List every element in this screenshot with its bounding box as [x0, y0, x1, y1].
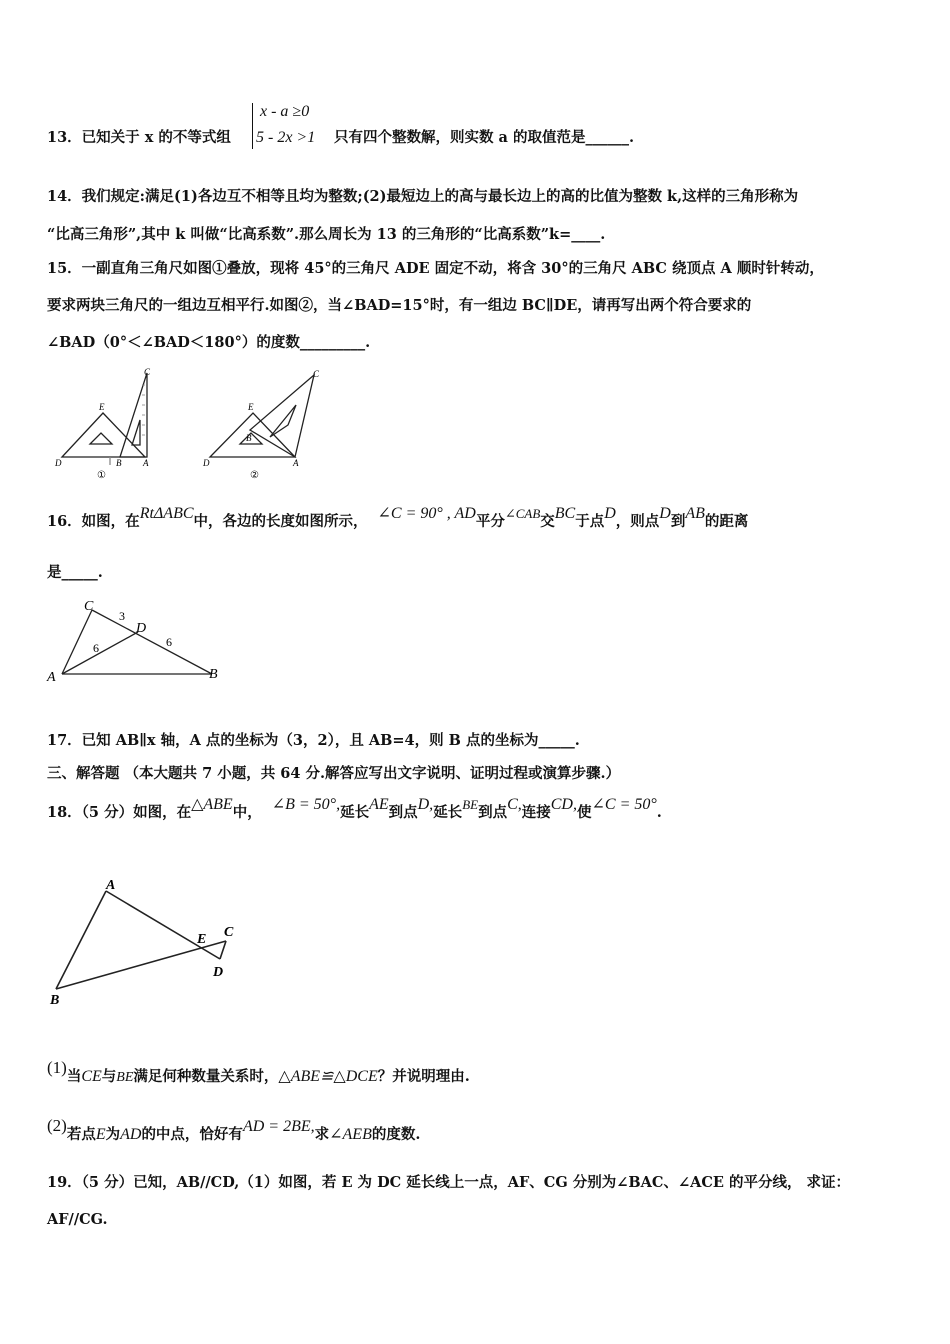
q18-sub2-math-angle-aeb: ∠AEB [329, 1126, 372, 1143]
q19-line2: AF//CG. [47, 1211, 108, 1228]
q16-math-angle-c: ∠C = 90° , AD [377, 505, 476, 522]
q18-sub2-math-ad: AD [120, 1126, 142, 1143]
q18-text-9: . [656, 804, 662, 821]
q18-math-d: D, [417, 796, 434, 813]
q18-sub2-text-3: 的中点，恰好有 [141, 1126, 243, 1143]
fig1-label-c: C [144, 367, 151, 377]
fig1-caption: ① [97, 470, 106, 481]
segment-ad [62, 632, 138, 674]
q18-sub1-text-3: 满足何种数量关系时， [133, 1068, 279, 1085]
inner-hole-1 [90, 433, 112, 444]
q17-text: 17．已知 AB∥x 轴，A 点的坐标为（3，2），且 AB=4，则 B 点的坐标为_____. [47, 732, 580, 749]
q16-text-8: 的距离 [704, 513, 749, 530]
q16-label-b: B [209, 667, 218, 682]
q16-text-4: 交 [540, 513, 555, 530]
segment-ab [56, 891, 106, 989]
q16-math-ab: AB [685, 505, 705, 522]
q13-inequality-system [252, 101, 334, 153]
q18-label-b: B [50, 993, 60, 1008]
q18-sub2-math-e: E [95, 1126, 106, 1143]
q18-sub1-number: (1) [47, 1058, 67, 1077]
q18-sub2-text-4: 求 [314, 1126, 330, 1143]
q19-line1: 19．（5 分）已知，AB//CD,（1）如图，若 E 为 DC 延长线上一点，AF、CG 分别为∠BAC、∠ACE 的平分线， 求证： [47, 1174, 851, 1191]
fig2-label-b: B [246, 433, 252, 443]
q18-text-1: 18．（5 分）如图，在 [47, 804, 192, 821]
q18-sub2-math-ad-eq: AD = 2BE, [242, 1118, 315, 1135]
triangle-abc-2 [250, 375, 314, 457]
q15-line2: 要求两块三角尺的一组边互相平行.如图②，当∠BAD=15°时，有一组边 BC∥DE，请再写出两个符合要求的 [47, 297, 752, 314]
q16-length-cd: 3 [119, 609, 125, 623]
q13-prefix: 13．已知关于 x 的不等式组 [47, 129, 231, 146]
segment-ac [62, 610, 92, 674]
q18-label-e: E [197, 932, 207, 947]
q18-math-cd: CD, [550, 796, 577, 813]
q16-line1 [47, 505, 749, 532]
q16-label-c: C [84, 599, 94, 614]
q18-sub1-math-be: BE [116, 1070, 134, 1085]
fig2-label-d: D [203, 458, 210, 468]
fig2-caption: ② [250, 470, 259, 481]
q13-inequality-row2: 5 - 2x >1 [256, 129, 316, 146]
segment-cd [220, 941, 226, 959]
q16-text-3: 平分 [475, 513, 505, 530]
q18-sub1-text-4: ？并说明理由. [377, 1068, 470, 1085]
q16-math-bc: BC [554, 505, 576, 522]
q18-label-a: A [106, 878, 116, 893]
fig2-label-e: E [248, 402, 254, 412]
q16-length-db: 6 [166, 635, 172, 649]
q16-text-7: 到 [670, 513, 686, 530]
q16-text-2: 中，各边的长度如图所示， [193, 513, 368, 530]
q15-line1: 15．一副直角三角尺如图①叠放，现将 45°的三角尺 ADE 固定不动，将含 30°的三角尺 ABC 绕顶点 A 顺时针转动， [47, 260, 824, 277]
q13-inequality-row1: x - a ≥0 [260, 103, 310, 120]
q18-sub2-number: (2) [47, 1116, 67, 1135]
q18-label-c: C [224, 925, 234, 940]
q18-math-c: C, [507, 796, 522, 813]
q18-figure [44, 873, 244, 1013]
q13-suffix: 只有四个整数解，则实数 a 的取值范是______. [334, 129, 635, 146]
q18-sub2-text-1: 若点 [66, 1126, 96, 1143]
q18-text-6: 到点 [478, 804, 508, 821]
fig1-label-d: D [55, 458, 62, 468]
fig1-label-a: A [143, 458, 149, 468]
q16-text-6: ，则点 [615, 513, 660, 530]
q14-line2: “比高三角形”,其中 k 叫做“比高系数”.那么周长为 13 的三角形的“比高系数”k=____. [47, 226, 606, 243]
q18-label-d: D [213, 965, 224, 980]
q16-math-rt-abc: RtΔABC [139, 505, 194, 522]
q18-sub2-text-2: 为 [105, 1126, 121, 1143]
q18-text-4: 到点 [388, 804, 418, 821]
q18-text-7: 连接 [521, 804, 551, 821]
q18-sub1-text-1: 当 [66, 1068, 82, 1085]
q15-figures [50, 365, 340, 483]
q16-math-angle-cab: ∠CAB [504, 506, 541, 521]
section-3-heading: 三、解答题 （本大题共 7 小题，共 64 分.解答应写出文字说明、证明过程或演算步骤.） [47, 765, 621, 782]
q16-length-ad: 6 [93, 641, 99, 655]
q18-sub1-text-2: 与 [101, 1068, 117, 1085]
q16-line2: 是_____. [47, 564, 103, 581]
segment-cb [92, 610, 212, 674]
q18-sub1 [47, 1058, 470, 1088]
q18-text-2: 中， [232, 804, 262, 821]
q16-math-d2: D [659, 505, 671, 522]
fig1-label-b: B [116, 458, 122, 468]
segment-ad [106, 891, 220, 959]
q18-math-angle-b: ∠B = 50°, [271, 796, 341, 813]
q18-sub2-text-5: 的度数. [371, 1126, 421, 1143]
q16-text-1: 16．如图，在 [47, 513, 140, 530]
q18-sub1-math-congruence: △ABE≌△DCE [278, 1068, 378, 1085]
q18-sub2 [47, 1116, 421, 1145]
fig1-label-e: E [99, 402, 105, 412]
q18-math-angle-c: ∠C = 50° [591, 796, 657, 813]
q16-label-d: D [136, 621, 147, 636]
q18-text-3: 延长 [340, 804, 370, 821]
fig2-label-a: A [293, 458, 299, 468]
inner-hole-ruler-1 [132, 420, 140, 445]
q15-line3: ∠BAD（0°＜∠BAD＜180°）的度数_________. [47, 334, 371, 351]
q14-line1: 14．我们规定:满足(1)各边互不相等且均为整数;(2)最短边上的高与最长边上的高的比值为整数 k,这样的三角形称为 [47, 188, 799, 205]
q18-math-ae: AE [369, 796, 389, 813]
q16-text-5: 于点 [575, 513, 605, 530]
q15-figure-1 [62, 373, 147, 465]
q18-text-5: 延长 [433, 804, 463, 821]
fig2-label-c: C [313, 369, 320, 379]
q16-figure [42, 594, 232, 686]
q18-math-be: BE [462, 797, 479, 812]
q16-math-d1: D [604, 505, 616, 522]
q15-figure-2 [210, 375, 314, 457]
q18-text-8: 使 [576, 804, 592, 821]
q18-math-triangle-abe: △ABE [191, 796, 233, 813]
q18-line1 [47, 796, 662, 823]
q18-sub1-math-ce: CE [81, 1068, 102, 1085]
q16-label-a: A [47, 670, 56, 685]
